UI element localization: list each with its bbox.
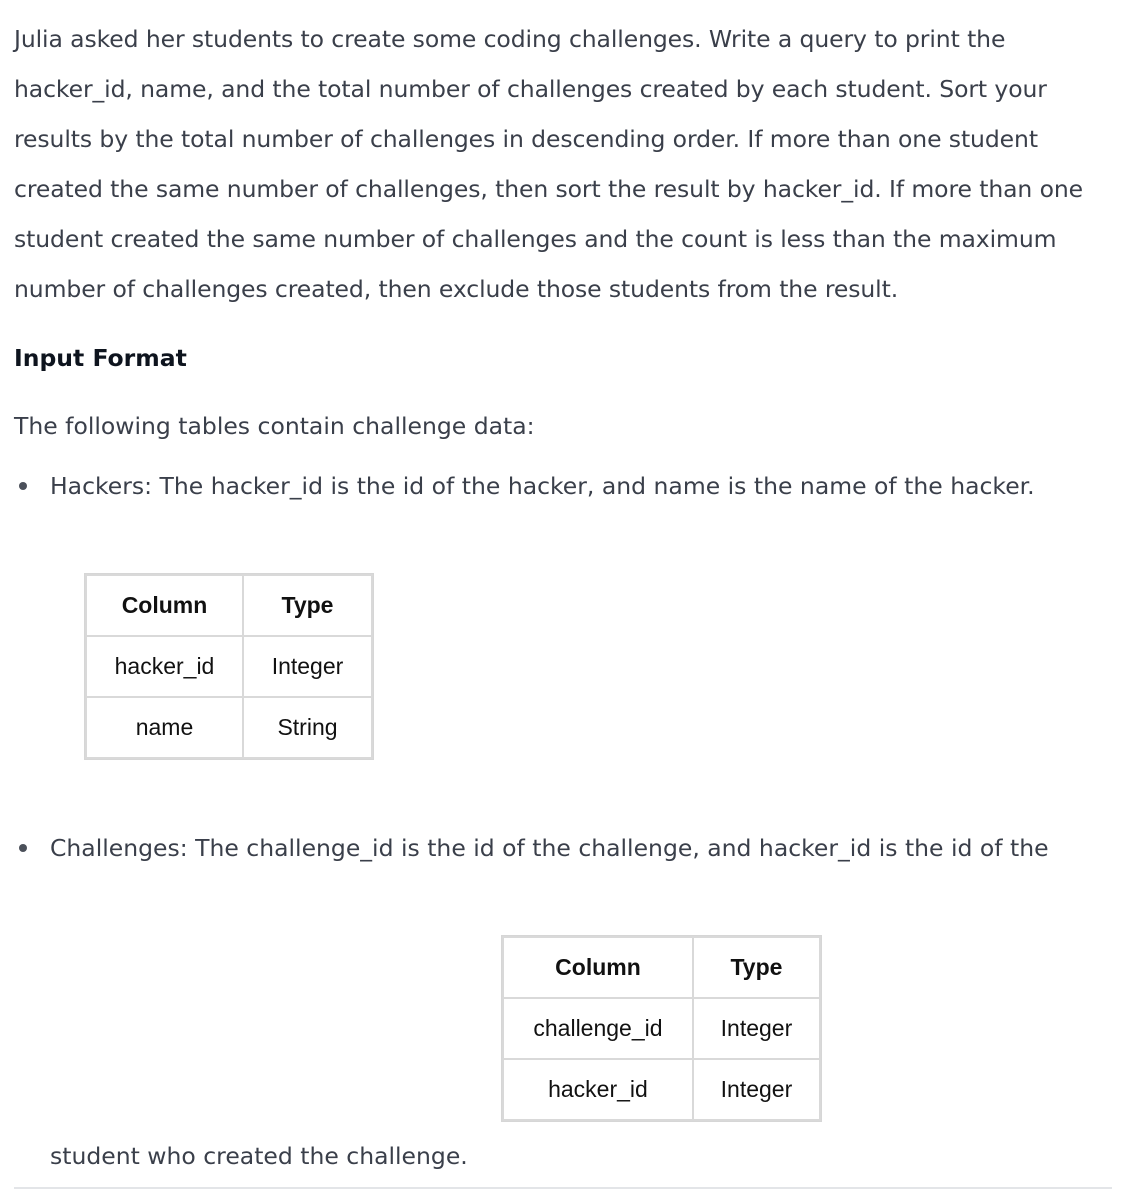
challenges-description: Challenges: The challenge_id is the id of the challenge, and hacker_id is the id of the — [50, 834, 1049, 862]
type-cell: String — [243, 697, 372, 758]
input-format-heading: Input Format — [14, 344, 187, 372]
statement-line: student created the same number of challenges and the count is less than the maximum — [14, 225, 1057, 253]
problem-statement — [14, 14, 1114, 314]
column-cell: hacker_id — [86, 636, 243, 697]
table-header-row — [503, 937, 820, 998]
table-row — [503, 998, 820, 1059]
column-cell: hacker_id — [503, 1059, 693, 1120]
hackers-table — [85, 574, 373, 759]
type-cell: Integer — [693, 1059, 820, 1120]
table-header-row — [86, 575, 372, 636]
section-divider — [14, 1187, 1112, 1189]
input-format-lead: The following tables contain challenge data: — [14, 412, 535, 440]
column-cell: name — [86, 697, 243, 758]
table-row — [86, 636, 372, 697]
statement-line: results by the total number of challenges in descending order. If more than one student — [14, 125, 1038, 153]
statement-line: hacker_id, name, and the total number of challenges created by each student. Sort your — [14, 75, 1047, 103]
statement-line: number of challenges created, then exclude those students from the result. — [14, 275, 899, 303]
table-row — [503, 1059, 820, 1120]
column-cell: challenge_id — [503, 998, 693, 1059]
type-header: Type — [693, 937, 820, 998]
type-cell: Integer — [693, 998, 820, 1059]
challenges-description-continued: student who created the challenge. — [50, 1142, 468, 1170]
column-header: Column — [86, 575, 243, 636]
bullet-dot-icon — [19, 844, 27, 852]
hackers-description: Hackers: The hacker_id is the id of the hacker, and name is the name of the hacker. — [50, 472, 1035, 500]
table-row — [86, 697, 372, 758]
column-header: Column — [503, 937, 693, 998]
statement-line: created the same number of challenges, then sort the result by hacker_id. If more than one — [14, 175, 1084, 203]
bullet-dot-icon — [19, 482, 27, 490]
challenges-table — [502, 936, 821, 1121]
statement-line: Julia asked her students to create some coding challenges. Write a query to print the — [14, 25, 1006, 53]
type-header: Type — [243, 575, 372, 636]
type-cell: Integer — [243, 636, 372, 697]
